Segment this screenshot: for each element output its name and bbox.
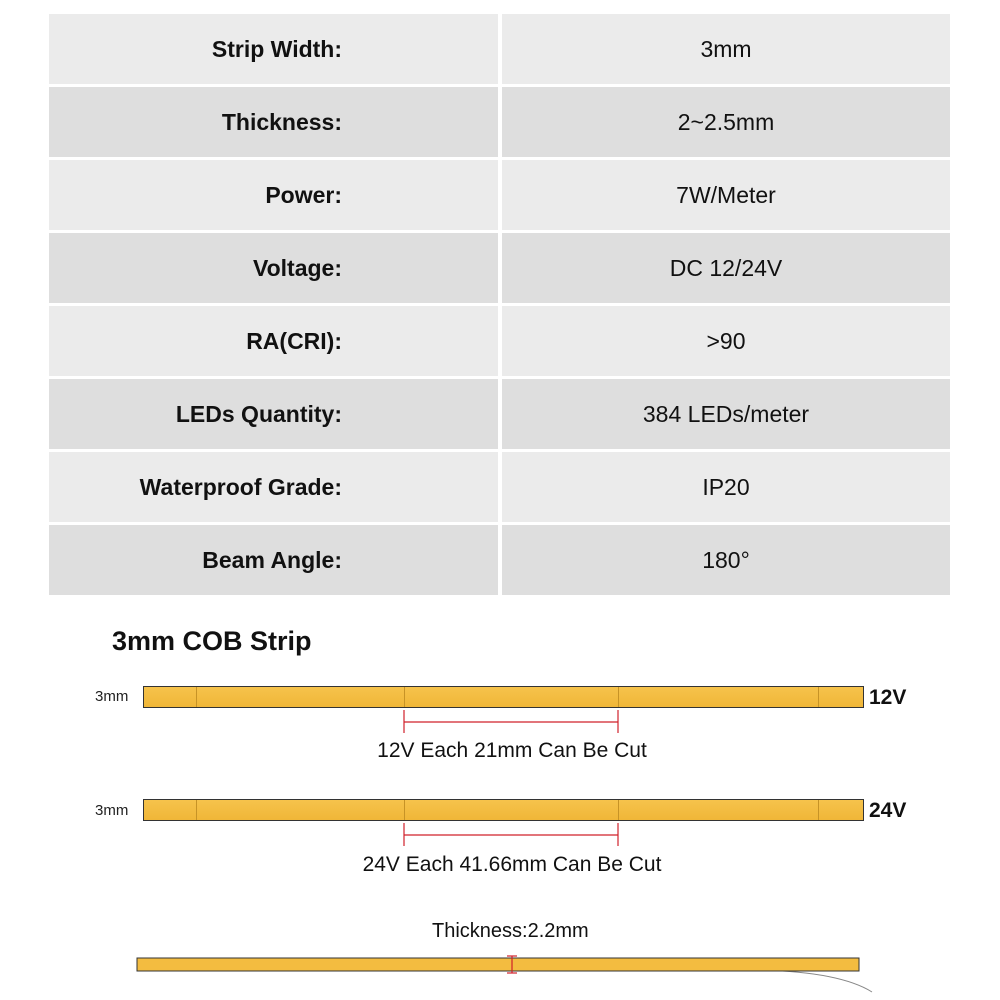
spec-value: >90 bbox=[502, 306, 950, 376]
spec-label: Beam Angle: bbox=[49, 525, 498, 595]
spec-label: Voltage: bbox=[49, 233, 498, 303]
strip-width-label: 3mm bbox=[95, 688, 129, 705]
cut-bracket-24v bbox=[404, 823, 618, 846]
strip-voltage-label: 24V bbox=[869, 799, 907, 822]
spec-value: 384 LEDs/meter bbox=[502, 379, 950, 449]
spec-label: Strip Width: bbox=[49, 14, 498, 84]
spec-label: LEDs Quantity: bbox=[49, 379, 498, 449]
strip-voltage-label: 12V bbox=[869, 686, 907, 709]
spec-value: 180° bbox=[502, 525, 950, 595]
thickness-side-view bbox=[137, 956, 872, 992]
cut-caption: 24V Each 41.66mm Can Be Cut bbox=[362, 853, 662, 876]
spec-label: Waterproof Grade: bbox=[49, 452, 498, 522]
spec-value: 2~2.5mm bbox=[502, 87, 950, 157]
spec-label: Power: bbox=[49, 160, 498, 230]
cut-bracket-12v bbox=[404, 710, 618, 733]
strip-width-label: 3mm bbox=[95, 802, 129, 819]
section-title: 3mm COB Strip bbox=[112, 626, 312, 656]
spec-value: 7W/Meter bbox=[502, 160, 950, 230]
spec-label: Thickness: bbox=[49, 87, 498, 157]
spec-value: IP20 bbox=[502, 452, 950, 522]
thickness-caption: Thickness:2.2mm bbox=[432, 920, 589, 942]
cut-caption: 12V Each 21mm Can Be Cut bbox=[377, 739, 647, 762]
spec-value: 3mm bbox=[502, 14, 950, 84]
spec-label: RA(CRI): bbox=[49, 306, 498, 376]
spec-value: DC 12/24V bbox=[502, 233, 950, 303]
